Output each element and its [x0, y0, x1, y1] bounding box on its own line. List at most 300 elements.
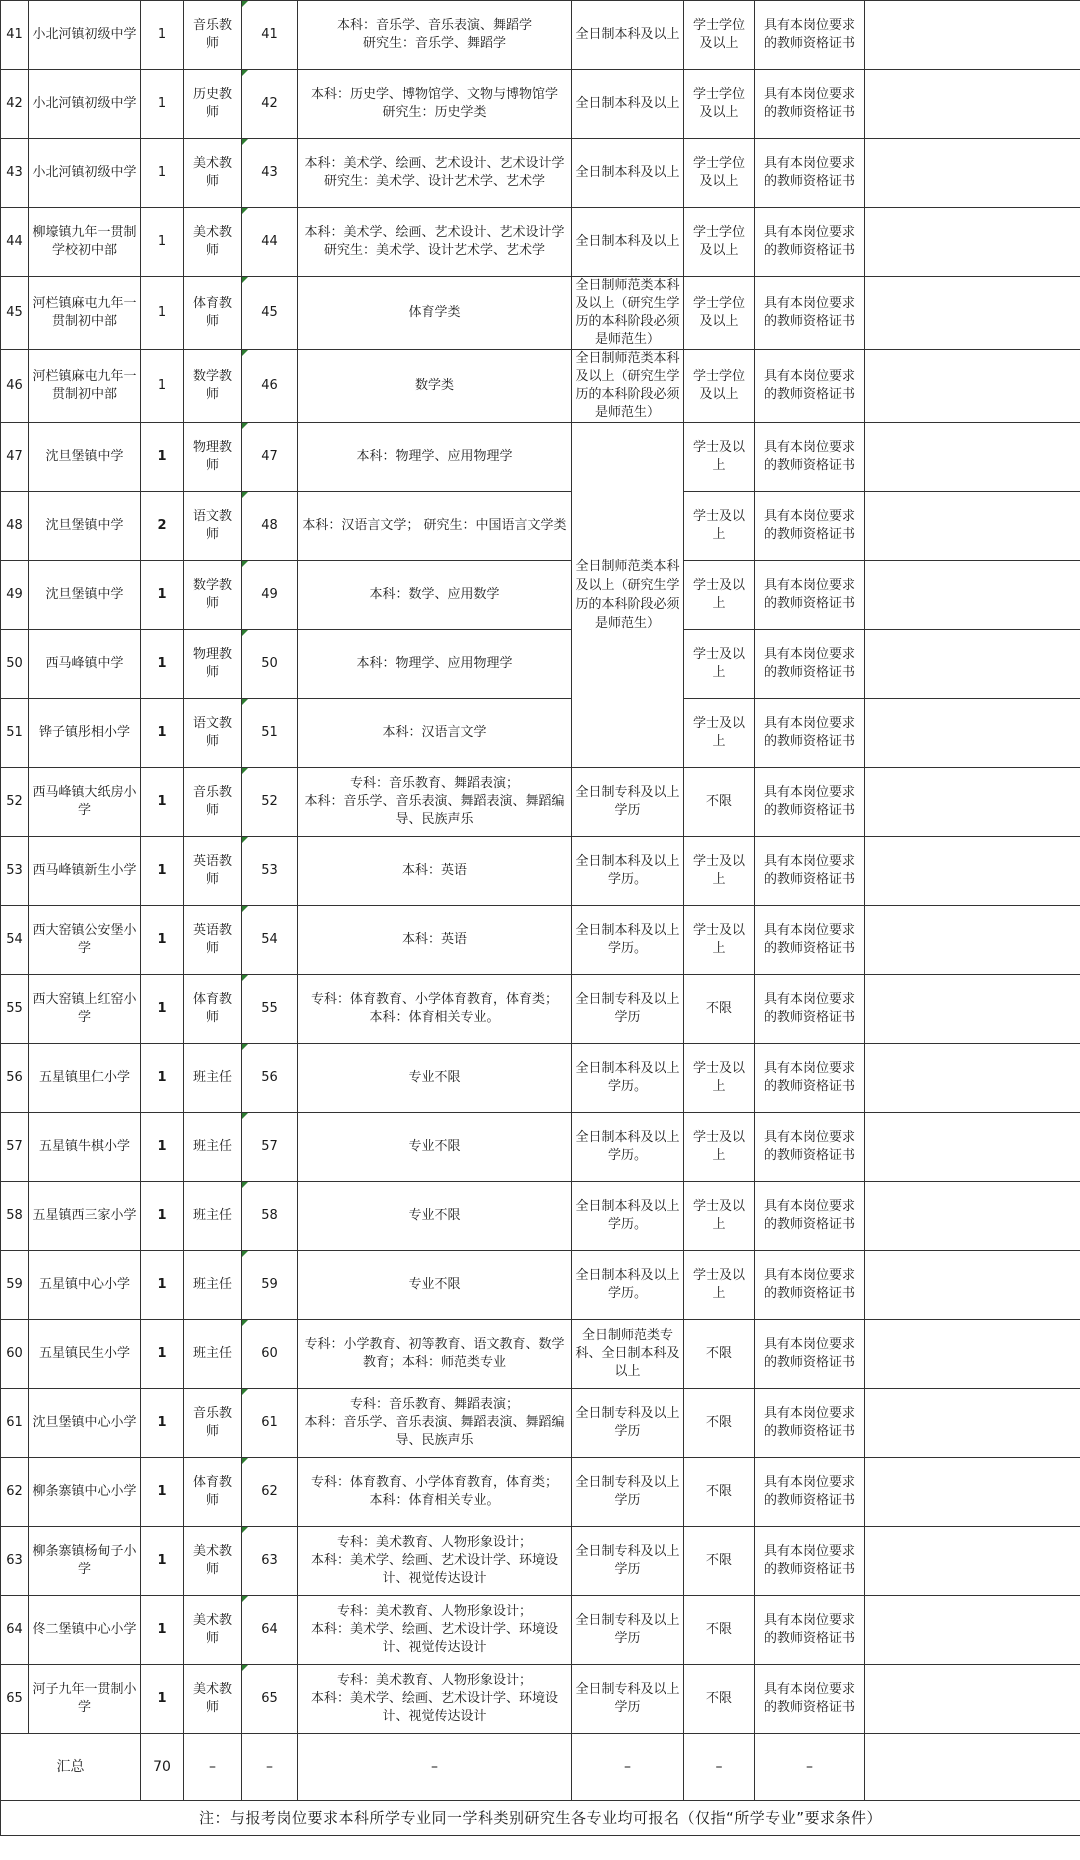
blank-cell [865, 492, 1080, 561]
certificate-requirement: 具有本岗位要求的教师资格证书 [755, 70, 865, 139]
education-requirement-merged: 全日制师范类本科及以上（研究生学历的本科阶段必须是师范生） [572, 423, 684, 768]
blank-cell [865, 1320, 1080, 1389]
hire-count: 1 [141, 1, 184, 70]
certificate-requirement: 具有本岗位要求的教师资格证书 [755, 139, 865, 208]
education-requirement: 全日制本科及以上学历。 [572, 906, 684, 975]
cell-comment-marker-icon [242, 139, 248, 145]
post-code: 46 [242, 350, 298, 423]
row-number: 43 [1, 139, 29, 208]
table-row [1, 699, 1080, 768]
blank-cell [865, 1113, 1080, 1182]
row-number: 51 [1, 699, 29, 768]
row-number: 54 [1, 906, 29, 975]
post-code: 58 [242, 1182, 298, 1251]
major-requirement: 本科：美术学、绘画、艺术设计、艺术设计学 研究生：美术学、设计艺术学、艺术学 [298, 208, 572, 277]
total-edu: – [572, 1734, 684, 1801]
post-name: 班主任 [184, 1320, 242, 1389]
school-name: 五星镇中心小学 [29, 1251, 141, 1320]
table-row [1, 1665, 1080, 1734]
school-name: 沈旦堡镇中学 [29, 561, 141, 630]
school-name: 小北河镇初级中学 [29, 1, 141, 70]
cell-comment-marker-icon [242, 1389, 248, 1395]
school-name: 河栏镇麻屯九年一贯制初中部 [29, 350, 141, 423]
certificate-requirement: 具有本岗位要求的教师资格证书 [755, 350, 865, 423]
table-row [1, 423, 1080, 492]
degree-requirement: 学士及以上 [684, 492, 755, 561]
education-requirement: 全日制专科及以上学历 [572, 1596, 684, 1665]
education-requirement: 全日制本科及以上 [572, 70, 684, 139]
post-code: 47 [242, 423, 298, 492]
post-code: 59 [242, 1251, 298, 1320]
certificate-requirement: 具有本岗位要求的教师资格证书 [755, 630, 865, 699]
blank-cell [865, 1734, 1080, 1801]
blank-cell [865, 1458, 1080, 1527]
row-number: 61 [1, 1389, 29, 1458]
major-requirement: 专科：体育教育、小学体育教育，体育类； 本科：体育相关专业。 [298, 975, 572, 1044]
major-requirement: 专科：音乐教育、舞蹈表演； 本科：音乐学、音乐表演、舞蹈表演、舞蹈编导、民族声乐 [298, 1389, 572, 1458]
education-requirement: 全日制师范类本科及以上（研究生学历的本科阶段必须是师范生） [572, 350, 684, 423]
degree-requirement: 学士学位及以上 [684, 139, 755, 208]
hire-count: 1 [141, 423, 184, 492]
major-requirement: 专业不限 [298, 1251, 572, 1320]
major-requirement: 本科：物理学、应用物理学 [298, 423, 572, 492]
education-requirement: 全日制本科及以上学历。 [572, 1113, 684, 1182]
post-name: 体育教师 [184, 277, 242, 350]
cell-comment-marker-icon [242, 975, 248, 981]
degree-requirement: 学士及以上 [684, 1044, 755, 1113]
school-name: 铧子镇彤相小学 [29, 699, 141, 768]
education-requirement: 全日制本科及以上学历。 [572, 1251, 684, 1320]
hire-count: 1 [141, 768, 184, 837]
row-number: 60 [1, 1320, 29, 1389]
post-code: 44 [242, 208, 298, 277]
hire-count: 1 [141, 350, 184, 423]
degree-requirement: 学士及以上 [684, 630, 755, 699]
degree-requirement: 不限 [684, 1527, 755, 1596]
blank-cell [865, 70, 1080, 139]
blank-cell [865, 423, 1080, 492]
degree-requirement: 不限 [684, 1665, 755, 1734]
table-row [1, 492, 1080, 561]
degree-requirement: 学士学位及以上 [684, 277, 755, 350]
cell-comment-marker-icon [242, 630, 248, 636]
degree-requirement: 学士及以上 [684, 1182, 755, 1251]
major-requirement: 本科：美术学、绘画、艺术设计、艺术设计学 研究生：美术学、设计艺术学、艺术学 [298, 139, 572, 208]
hire-count: 1 [141, 1182, 184, 1251]
row-number: 47 [1, 423, 29, 492]
blank-cell [865, 768, 1080, 837]
post-name: 英语教师 [184, 837, 242, 906]
cell-comment-marker-icon [242, 1320, 248, 1326]
blank-cell [865, 1182, 1080, 1251]
total-cert: – [755, 1734, 865, 1801]
post-name: 美术教师 [184, 1527, 242, 1596]
row-number: 62 [1, 1458, 29, 1527]
post-name: 美术教师 [184, 208, 242, 277]
post-code: 65 [242, 1665, 298, 1734]
post-code: 50 [242, 630, 298, 699]
major-requirement: 本科：音乐学、音乐表演、舞蹈学 研究生：音乐学、舞蹈学 [298, 1, 572, 70]
school-name: 河子九年一贯制小学 [29, 1665, 141, 1734]
cell-comment-marker-icon [242, 1596, 248, 1602]
certificate-requirement: 具有本岗位要求的教师资格证书 [755, 1044, 865, 1113]
table-row [1, 139, 1080, 208]
row-number: 64 [1, 1596, 29, 1665]
certificate-requirement: 具有本岗位要求的教师资格证书 [755, 1389, 865, 1458]
total-row [1, 1734, 1080, 1801]
degree-requirement: 学士学位及以上 [684, 208, 755, 277]
post-name: 历史教师 [184, 70, 242, 139]
row-number: 50 [1, 630, 29, 699]
table-row [1, 1527, 1080, 1596]
degree-requirement: 学士及以上 [684, 837, 755, 906]
table-row [1, 1251, 1080, 1320]
hire-count: 1 [141, 975, 184, 1044]
major-requirement: 专业不限 [298, 1182, 572, 1251]
major-requirement: 本科：汉语言文学； 研究生：中国语言文学类 [298, 492, 572, 561]
major-requirement: 本科：历史学、博物馆学、文物与博物馆学 研究生：历史学类 [298, 70, 572, 139]
school-name: 柳条寨镇杨甸子小学 [29, 1527, 141, 1596]
certificate-requirement: 具有本岗位要求的教师资格证书 [755, 768, 865, 837]
certificate-requirement: 具有本岗位要求的教师资格证书 [755, 1251, 865, 1320]
post-name: 美术教师 [184, 1665, 242, 1734]
education-requirement: 全日制本科及以上学历。 [572, 837, 684, 906]
note-row [1, 1801, 1080, 1836]
cell-comment-marker-icon [242, 277, 248, 283]
blank-cell [865, 699, 1080, 768]
hire-count: 1 [141, 1044, 184, 1113]
degree-requirement: 不限 [684, 1458, 755, 1527]
blank-cell [865, 1251, 1080, 1320]
certificate-requirement: 具有本岗位要求的教师资格证书 [755, 975, 865, 1044]
total-major: – [298, 1734, 572, 1801]
post-code: 57 [242, 1113, 298, 1182]
cell-comment-marker-icon [242, 492, 248, 498]
hire-count: 1 [141, 837, 184, 906]
total-degree: – [684, 1734, 755, 1801]
cell-comment-marker-icon [242, 1, 248, 7]
total-count: 70 [141, 1734, 184, 1801]
row-number: 63 [1, 1527, 29, 1596]
certificate-requirement: 具有本岗位要求的教师资格证书 [755, 277, 865, 350]
degree-requirement: 不限 [684, 1596, 755, 1665]
table-row [1, 350, 1080, 423]
school-name: 沈旦堡镇中学 [29, 492, 141, 561]
certificate-requirement: 具有本岗位要求的教师资格证书 [755, 906, 865, 975]
post-name: 数学教师 [184, 350, 242, 423]
school-name: 西大窑镇公安堡小学 [29, 906, 141, 975]
post-code: 42 [242, 70, 298, 139]
table-row [1, 1389, 1080, 1458]
cell-comment-marker-icon [242, 699, 248, 705]
major-requirement: 本科：英语 [298, 837, 572, 906]
hire-count: 1 [141, 1251, 184, 1320]
total-code: – [242, 1734, 298, 1801]
certificate-requirement: 具有本岗位要求的教师资格证书 [755, 1, 865, 70]
cell-comment-marker-icon [242, 1044, 248, 1050]
blank-cell [865, 1, 1080, 70]
education-requirement: 全日制专科及以上学历 [572, 768, 684, 837]
hire-count: 2 [141, 492, 184, 561]
certificate-requirement: 具有本岗位要求的教师资格证书 [755, 699, 865, 768]
hire-count: 1 [141, 277, 184, 350]
row-number: 53 [1, 837, 29, 906]
hire-count: 1 [141, 1320, 184, 1389]
table-row [1, 1044, 1080, 1113]
major-requirement: 本科：物理学、应用物理学 [298, 630, 572, 699]
post-code: 53 [242, 837, 298, 906]
blank-cell [865, 1665, 1080, 1734]
post-code: 43 [242, 139, 298, 208]
table-row [1, 277, 1080, 350]
blank-cell [865, 277, 1080, 350]
cell-comment-marker-icon [242, 208, 248, 214]
school-name: 西大窑镇上红窑小学 [29, 975, 141, 1044]
education-requirement: 全日制本科及以上学历。 [572, 1182, 684, 1251]
major-requirement: 专科：美术教育、人物形象设计； 本科：美术学、绘画、艺术设计学、环境设计、视觉传达设计 [298, 1596, 572, 1665]
education-requirement: 全日制专科及以上学历 [572, 1665, 684, 1734]
school-name: 西马峰镇新生小学 [29, 837, 141, 906]
table-row [1, 975, 1080, 1044]
cell-comment-marker-icon [242, 1527, 248, 1533]
post-code: 60 [242, 1320, 298, 1389]
cell-comment-marker-icon [242, 350, 248, 356]
school-name: 河栏镇麻屯九年一贯制初中部 [29, 277, 141, 350]
school-name: 五星镇牛棋小学 [29, 1113, 141, 1182]
certificate-requirement: 具有本岗位要求的教师资格证书 [755, 1113, 865, 1182]
degree-requirement: 学士及以上 [684, 423, 755, 492]
hire-count: 1 [141, 1458, 184, 1527]
blank-cell [865, 975, 1080, 1044]
certificate-requirement: 具有本岗位要求的教师资格证书 [755, 1458, 865, 1527]
post-name: 英语教师 [184, 906, 242, 975]
table-row [1, 1182, 1080, 1251]
post-name: 物理教师 [184, 630, 242, 699]
total-post: – [184, 1734, 242, 1801]
school-name: 佟二堡镇中心小学 [29, 1596, 141, 1665]
degree-requirement: 学士及以上 [684, 1251, 755, 1320]
row-number: 46 [1, 350, 29, 423]
row-number: 59 [1, 1251, 29, 1320]
certificate-requirement: 具有本岗位要求的教师资格证书 [755, 1320, 865, 1389]
blank-cell [865, 1044, 1080, 1113]
degree-requirement: 学士及以上 [684, 906, 755, 975]
major-requirement: 专科：体育教育、小学体育教育，体育类； 本科：体育相关专业。 [298, 1458, 572, 1527]
cell-comment-marker-icon [242, 423, 248, 429]
post-name: 语文教师 [184, 699, 242, 768]
post-name: 体育教师 [184, 1458, 242, 1527]
post-name: 体育教师 [184, 975, 242, 1044]
hire-count: 1 [141, 1389, 184, 1458]
post-code: 62 [242, 1458, 298, 1527]
degree-requirement: 不限 [684, 975, 755, 1044]
degree-requirement: 学士学位及以上 [684, 1, 755, 70]
post-name: 音乐教师 [184, 768, 242, 837]
row-number: 56 [1, 1044, 29, 1113]
blank-cell [865, 906, 1080, 975]
table-row [1, 208, 1080, 277]
post-name: 语文教师 [184, 492, 242, 561]
blank-cell [865, 139, 1080, 208]
school-name: 小北河镇初级中学 [29, 139, 141, 208]
major-requirement: 体育学类 [298, 277, 572, 350]
row-number: 52 [1, 768, 29, 837]
table-row [1, 1596, 1080, 1665]
hire-count: 1 [141, 70, 184, 139]
table-row [1, 1458, 1080, 1527]
education-requirement: 全日制师范类专科、全日制本科及以上 [572, 1320, 684, 1389]
post-code: 64 [242, 1596, 298, 1665]
blank-cell [865, 561, 1080, 630]
degree-requirement: 学士及以上 [684, 699, 755, 768]
hire-count: 1 [141, 1113, 184, 1182]
education-requirement: 全日制本科及以上 [572, 1, 684, 70]
blank-cell [865, 1596, 1080, 1665]
education-requirement: 全日制师范类本科及以上（研究生学历的本科阶段必须是师范生） [572, 277, 684, 350]
cell-comment-marker-icon [242, 1182, 248, 1188]
cell-comment-marker-icon [242, 906, 248, 912]
post-name: 数学教师 [184, 561, 242, 630]
school-name: 五星镇民生小学 [29, 1320, 141, 1389]
cell-comment-marker-icon [242, 768, 248, 774]
school-name: 西马峰镇中学 [29, 630, 141, 699]
education-requirement: 全日制专科及以上学历 [572, 1389, 684, 1458]
education-requirement: 全日制专科及以上学历 [572, 1458, 684, 1527]
table-row [1, 1320, 1080, 1389]
degree-requirement: 不限 [684, 1389, 755, 1458]
post-code: 45 [242, 277, 298, 350]
table-row [1, 1113, 1080, 1182]
hire-count: 1 [141, 561, 184, 630]
blank-cell [865, 630, 1080, 699]
post-name: 美术教师 [184, 1596, 242, 1665]
degree-requirement: 学士及以上 [684, 1113, 755, 1182]
education-requirement: 全日制本科及以上 [572, 208, 684, 277]
post-code: 63 [242, 1527, 298, 1596]
major-requirement: 本科：汉语言文学 [298, 699, 572, 768]
degree-requirement: 不限 [684, 1320, 755, 1389]
table-row [1, 768, 1080, 837]
post-name: 美术教师 [184, 139, 242, 208]
school-name: 五星镇里仁小学 [29, 1044, 141, 1113]
school-name: 柳壕镇九年一贯制学校初中部 [29, 208, 141, 277]
row-number: 45 [1, 277, 29, 350]
hire-count: 1 [141, 1665, 184, 1734]
degree-requirement: 学士学位及以上 [684, 350, 755, 423]
post-code: 56 [242, 1044, 298, 1113]
school-name: 柳条寨镇中心小学 [29, 1458, 141, 1527]
education-requirement: 全日制专科及以上学历 [572, 975, 684, 1044]
major-requirement: 专科：音乐教育、舞蹈表演； 本科：音乐学、音乐表演、舞蹈表演、舞蹈编导、民族声乐 [298, 768, 572, 837]
certificate-requirement: 具有本岗位要求的教师资格证书 [755, 561, 865, 630]
table-row [1, 630, 1080, 699]
blank-cell [865, 1389, 1080, 1458]
major-requirement: 专科：小学教育、初等教育、语文教育、数学教育；本科：师范类专业 [298, 1320, 572, 1389]
row-number: 42 [1, 70, 29, 139]
cell-comment-marker-icon [242, 1665, 248, 1671]
school-name: 五星镇西三家小学 [29, 1182, 141, 1251]
certificate-requirement: 具有本岗位要求的教师资格证书 [755, 837, 865, 906]
cell-comment-marker-icon [242, 70, 248, 76]
major-requirement: 专业不限 [298, 1044, 572, 1113]
post-code: 61 [242, 1389, 298, 1458]
school-name: 沈旦堡镇中心小学 [29, 1389, 141, 1458]
certificate-requirement: 具有本岗位要求的教师资格证书 [755, 1182, 865, 1251]
post-code: 54 [242, 906, 298, 975]
table-row [1, 70, 1080, 139]
post-code: 48 [242, 492, 298, 561]
post-name: 班主任 [184, 1251, 242, 1320]
row-number: 41 [1, 1, 29, 70]
degree-requirement: 学士学位及以上 [684, 70, 755, 139]
post-name: 音乐教师 [184, 1, 242, 70]
blank-cell [865, 1527, 1080, 1596]
post-name: 班主任 [184, 1182, 242, 1251]
post-code: 55 [242, 975, 298, 1044]
row-number: 55 [1, 975, 29, 1044]
row-number: 58 [1, 1182, 29, 1251]
row-number: 65 [1, 1665, 29, 1734]
post-code: 52 [242, 768, 298, 837]
major-requirement: 数学类 [298, 350, 572, 423]
table-row [1, 906, 1080, 975]
major-requirement: 本科：英语 [298, 906, 572, 975]
certificate-requirement: 具有本岗位要求的教师资格证书 [755, 208, 865, 277]
post-code: 41 [242, 1, 298, 70]
blank-cell [865, 837, 1080, 906]
blank-cell [865, 208, 1080, 277]
hire-count: 1 [141, 139, 184, 208]
cell-comment-marker-icon [242, 561, 248, 567]
hire-count: 1 [141, 906, 184, 975]
hire-count: 1 [141, 630, 184, 699]
post-name: 音乐教师 [184, 1389, 242, 1458]
education-requirement: 全日制本科及以上 [572, 139, 684, 208]
education-requirement: 全日制专科及以上学历 [572, 1527, 684, 1596]
degree-requirement: 不限 [684, 768, 755, 837]
total-label: 汇总 [1, 1734, 141, 1801]
row-number: 57 [1, 1113, 29, 1182]
table-row [1, 561, 1080, 630]
certificate-requirement: 具有本岗位要求的教师资格证书 [755, 1527, 865, 1596]
blank-cell [865, 350, 1080, 423]
row-number: 48 [1, 492, 29, 561]
footnote: 注：与报考岗位要求本科所学专业同一学科类别研究生各专业均可报名（仅指“所学专业”要求条件） [1, 1801, 1080, 1836]
table-row [1, 837, 1080, 906]
certificate-requirement: 具有本岗位要求的教师资格证书 [755, 492, 865, 561]
major-requirement: 专科：美术教育、人物形象设计； 本科：美术学、绘画、艺术设计学、环境设计、视觉传达设计 [298, 1665, 572, 1734]
hire-count: 1 [141, 1527, 184, 1596]
row-number: 49 [1, 561, 29, 630]
major-requirement: 本科：数学、应用数学 [298, 561, 572, 630]
table-row [1, 1, 1080, 70]
post-name: 班主任 [184, 1044, 242, 1113]
school-name: 西马峰镇大纸房小学 [29, 768, 141, 837]
hire-count: 1 [141, 208, 184, 277]
post-name: 班主任 [184, 1113, 242, 1182]
certificate-requirement: 具有本岗位要求的教师资格证书 [755, 1665, 865, 1734]
post-name: 物理教师 [184, 423, 242, 492]
cell-comment-marker-icon [242, 1458, 248, 1464]
row-number: 44 [1, 208, 29, 277]
school-name: 沈旦堡镇中学 [29, 423, 141, 492]
school-name: 小北河镇初级中学 [29, 70, 141, 139]
post-code: 49 [242, 561, 298, 630]
post-code: 51 [242, 699, 298, 768]
degree-requirement: 学士及以上 [684, 561, 755, 630]
hire-count: 1 [141, 699, 184, 768]
major-requirement: 专科：美术教育、人物形象设计； 本科：美术学、绘画、艺术设计学、环境设计、视觉传达设计 [298, 1527, 572, 1596]
